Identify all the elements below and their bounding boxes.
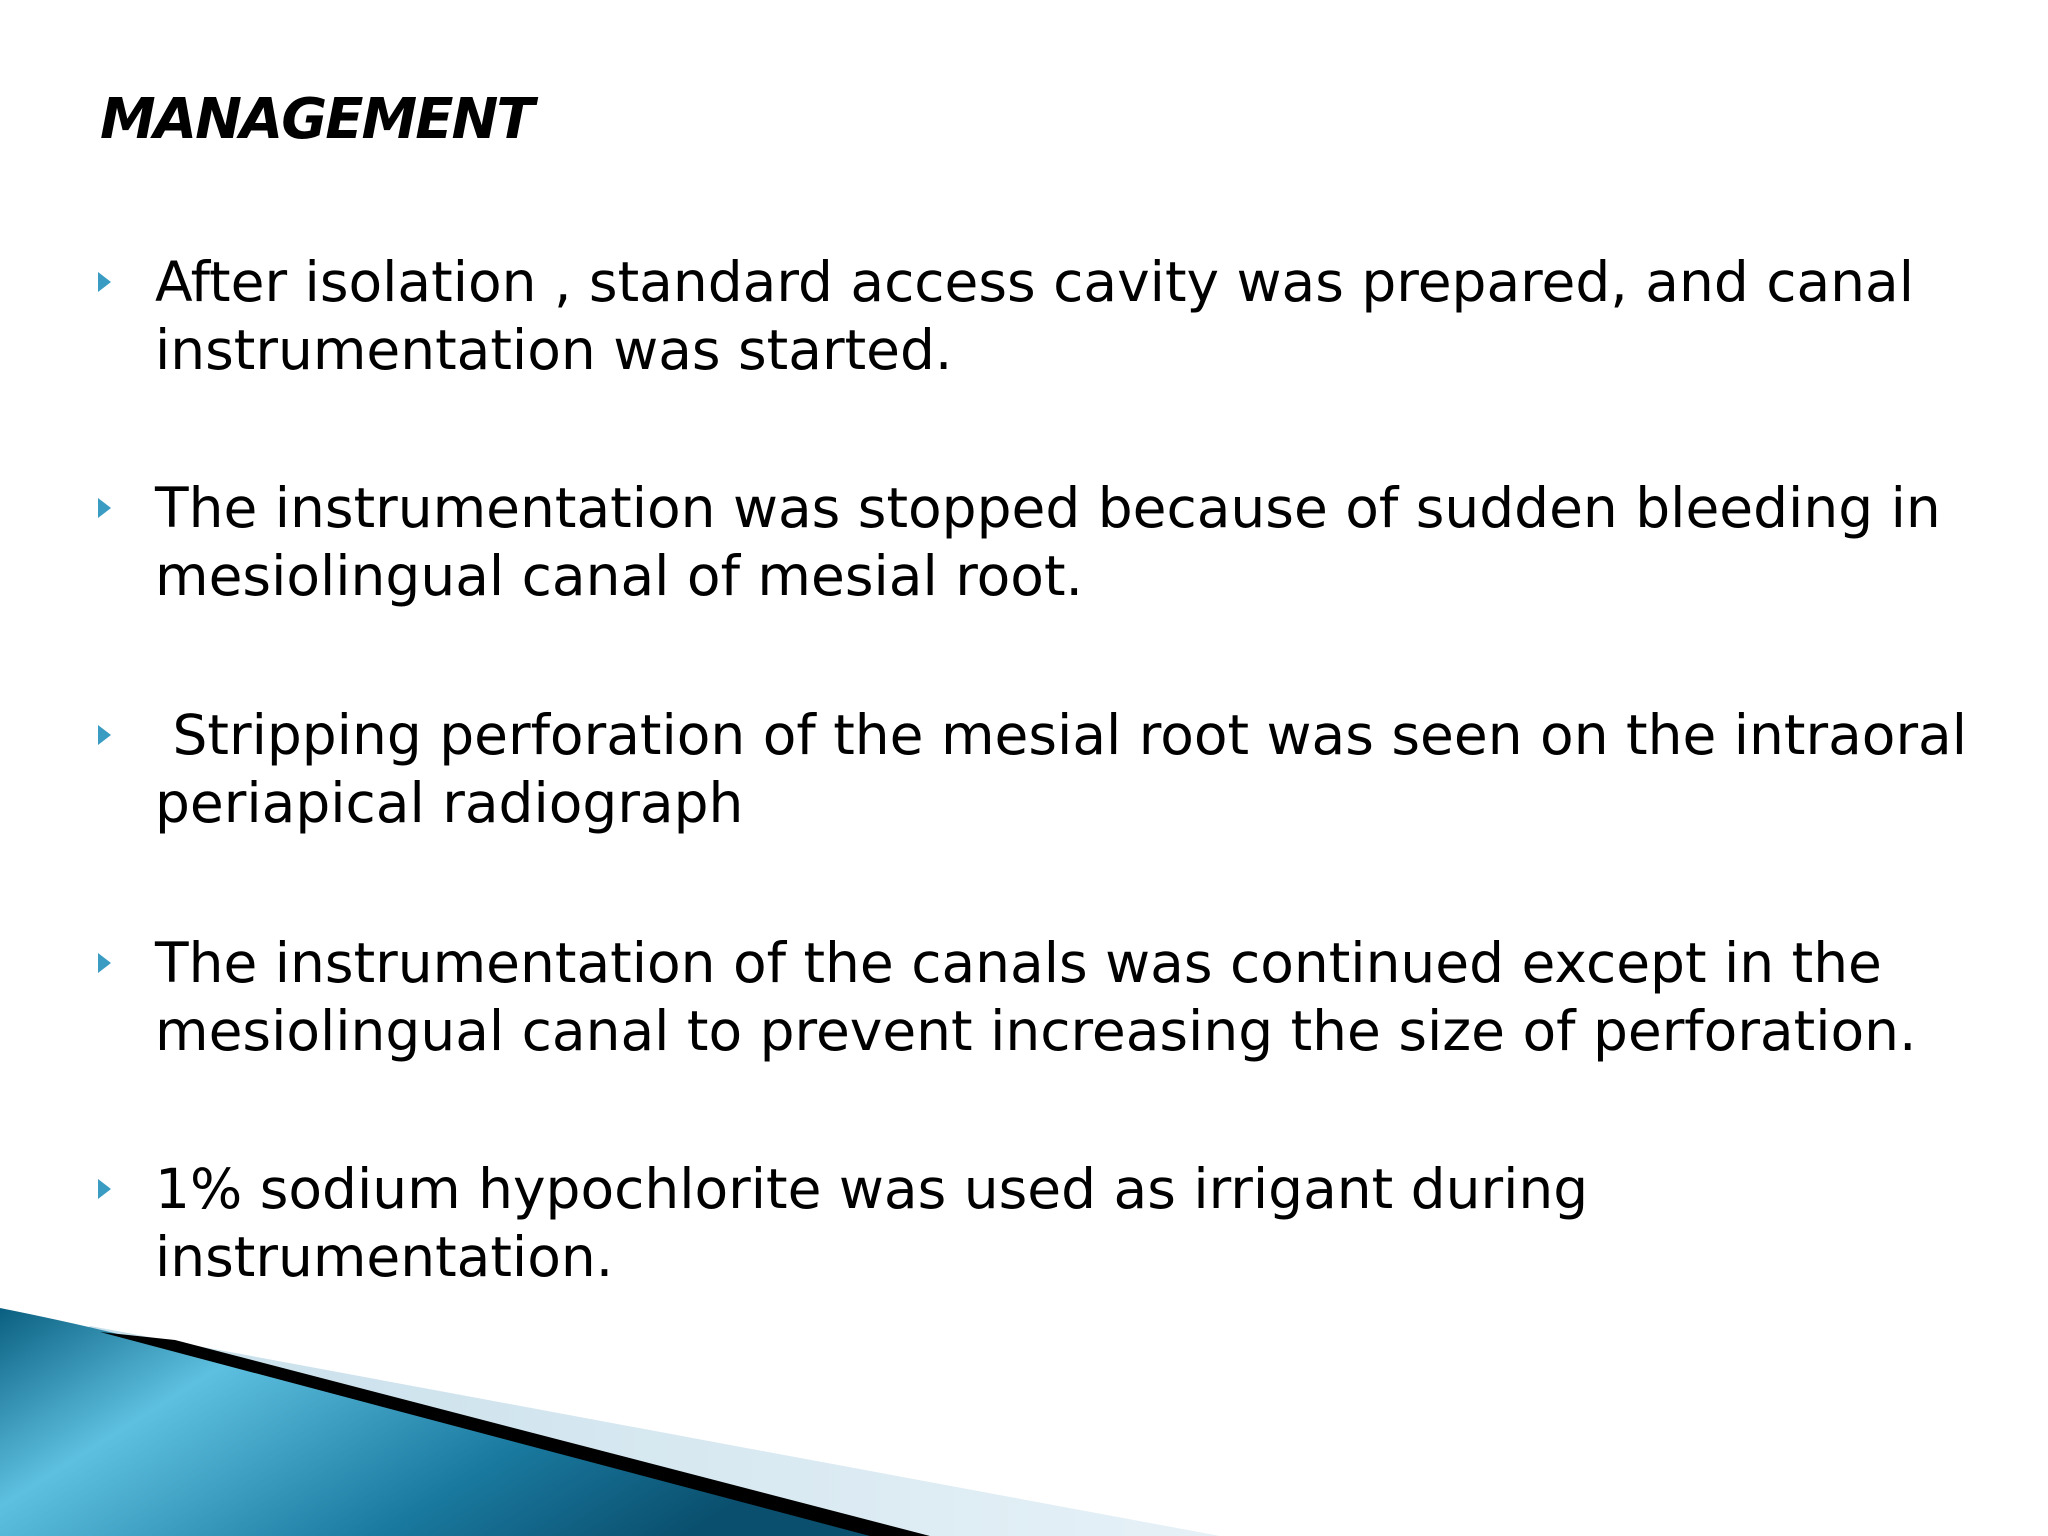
bullet-item — [155, 248, 2035, 384]
bullet-line: mesiolingual canal to prevent increasing the size of perforation. — [155, 999, 1917, 1063]
bullet-item — [155, 701, 2035, 837]
bullet-line: periapical radiograph — [155, 771, 744, 835]
slide-title: MANAGEMENT — [100, 87, 533, 152]
bullet-line: The instrumentation was stopped because of sudden bleeding in — [155, 476, 1941, 540]
bullet-item — [155, 474, 2035, 610]
triangle-right-icon — [98, 498, 111, 518]
bullet-line: mesiolingual canal of mesial root. — [155, 544, 1083, 608]
bullet-line: Stripping perforation of the mesial root was seen on the intraoral — [155, 703, 1968, 767]
bullet-item — [155, 1155, 2035, 1291]
bullet-item — [155, 929, 2035, 1065]
bullet-line: instrumentation. — [155, 1225, 614, 1289]
triangle-right-icon — [98, 953, 111, 973]
triangle-right-icon — [98, 272, 111, 292]
triangle-right-icon — [98, 725, 111, 745]
bullet-line: 1% sodium hypochlorite was used as irrigant during — [155, 1157, 1589, 1221]
corner-wave-decoration — [0, 1280, 2048, 1536]
bullet-line: The instrumentation of the canals was continued except in the — [155, 931, 1882, 995]
bullet-line: instrumentation was started. — [155, 318, 953, 382]
triangle-right-icon — [98, 1179, 111, 1199]
bullet-line: After isolation , standard access cavity was prepared, and canal — [155, 250, 1915, 314]
